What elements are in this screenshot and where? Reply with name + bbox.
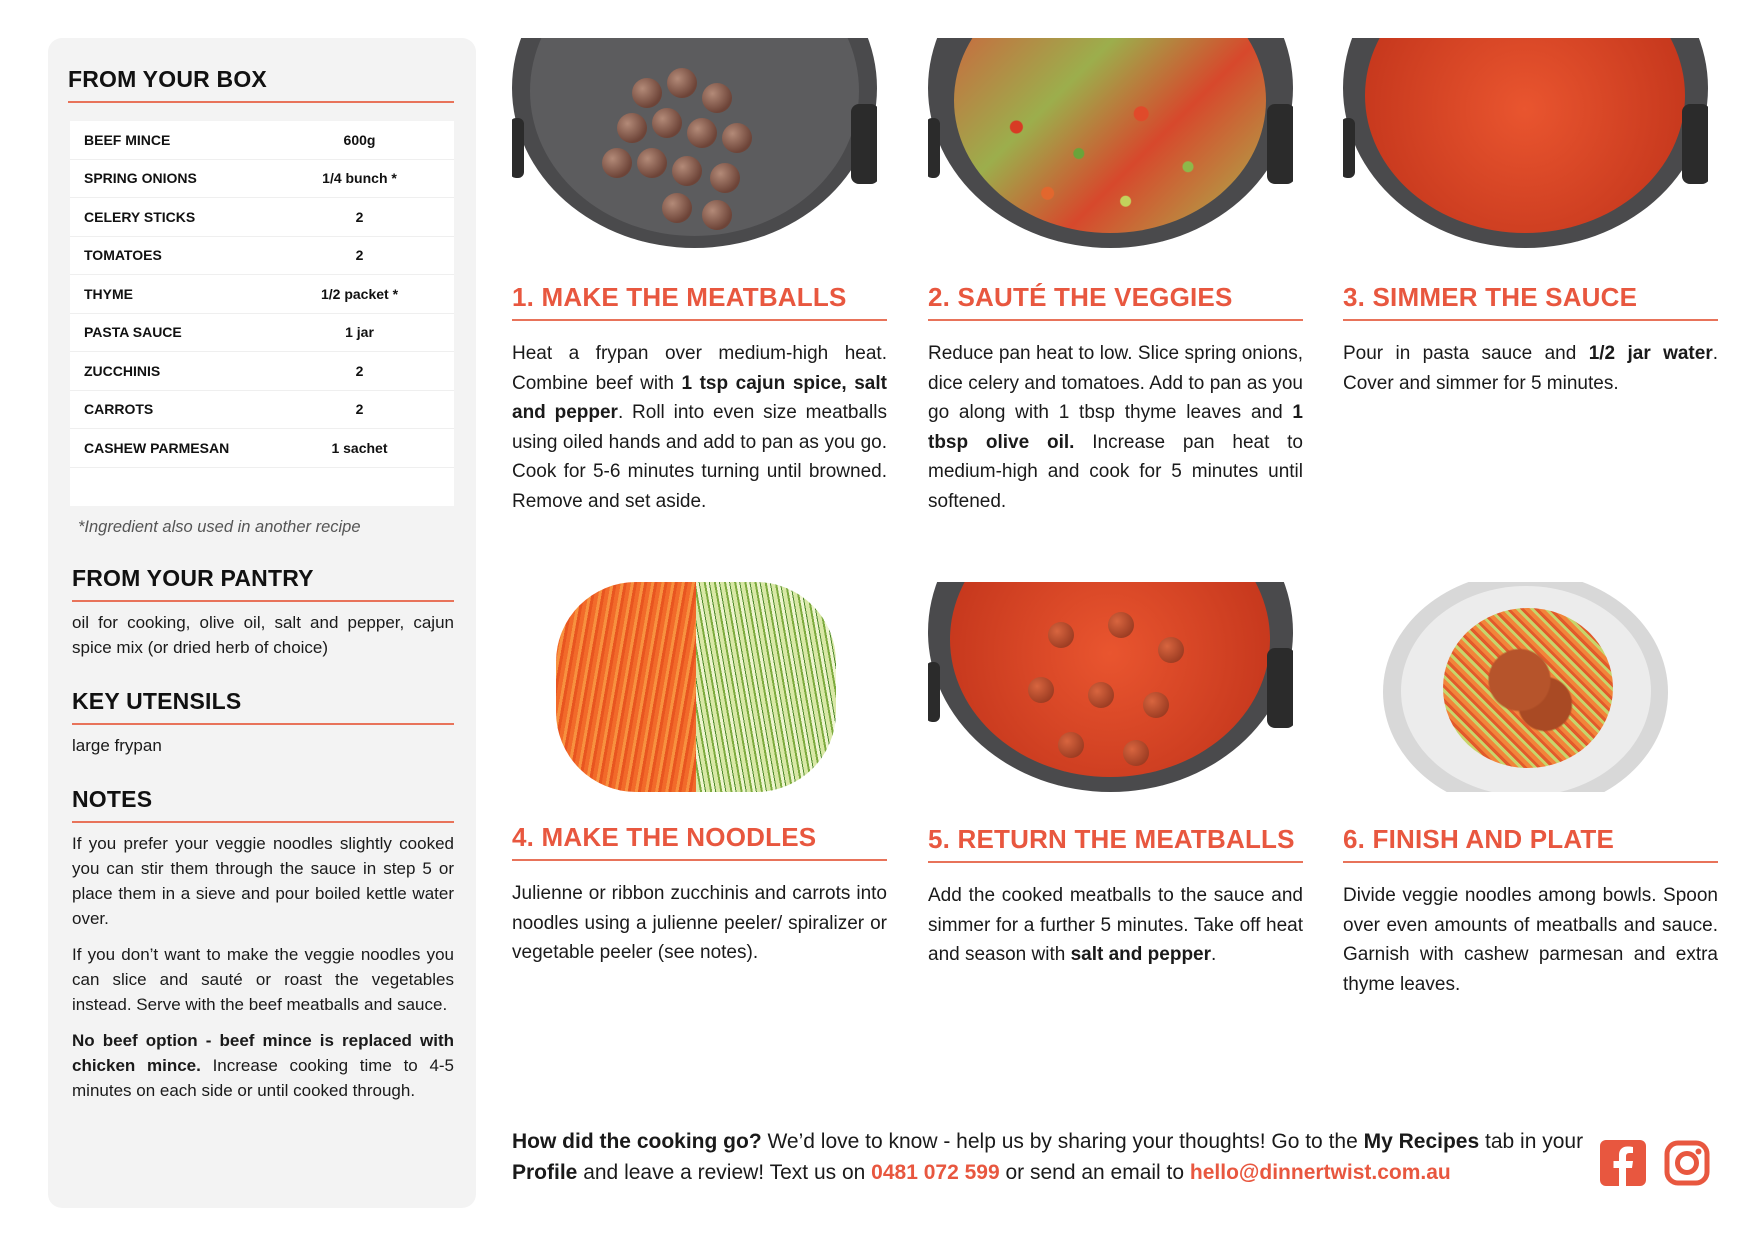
meatball xyxy=(1058,732,1084,758)
facebook-icon[interactable] xyxy=(1600,1140,1646,1186)
ingredient-name: CARROTS xyxy=(84,401,154,418)
pan-handle xyxy=(1267,648,1293,728)
ingredient-qty: 2 xyxy=(355,247,364,264)
notes-section xyxy=(70,786,454,1103)
notes-paragraph-1: If you prefer your veggie noodles slightly cooked you can stir them through the sauce in step 5 or place them in a sieve and pour boiled kettle water over. xyxy=(72,833,454,928)
step-2-photo xyxy=(928,38,1293,248)
step-text-part: Divide veggie noodles among bowls. Spoon over even amounts of meatballs and sauce. Garnish with cashew parmesan and extra thyme leaves. xyxy=(1343,885,1718,995)
footer-question: How did the cooking go? xyxy=(512,1130,762,1153)
meatball xyxy=(637,148,667,178)
step-4-text xyxy=(512,879,887,968)
phone-link[interactable]: 0481 072 599 xyxy=(871,1161,1000,1184)
step-5-text xyxy=(928,881,1303,970)
step-text-part: . xyxy=(1211,944,1217,965)
ingredient-name: ZUCCHINIS xyxy=(84,362,161,379)
step-4-title: 4. MAKE THE NOODLES xyxy=(512,822,887,861)
ingredient-qty: 2 xyxy=(355,362,364,379)
step-5-photo xyxy=(928,582,1293,792)
ingredient-row xyxy=(70,237,454,276)
meatball xyxy=(1088,682,1114,708)
step-2-title: 2. SAUTÉ THE VEGGIES xyxy=(928,282,1303,321)
from-your-box-title: FROM YOUR BOX xyxy=(68,66,454,103)
notes-body xyxy=(72,831,454,1103)
footer-profile: Profile xyxy=(512,1161,578,1184)
meatball xyxy=(1108,612,1134,638)
pan-handle xyxy=(1267,104,1293,184)
utensils-title: KEY UTENSILS xyxy=(72,688,454,725)
step-text-bold: salt and pepper xyxy=(1070,944,1212,965)
notes-paragraph-3 xyxy=(72,1028,454,1103)
meatball xyxy=(667,68,697,98)
ingredient-row xyxy=(70,121,454,160)
meatball xyxy=(602,148,632,178)
ingredient-empty-row xyxy=(70,468,454,506)
step-2-text xyxy=(928,339,1303,516)
pan-handle xyxy=(1682,104,1708,184)
meatball xyxy=(702,83,732,113)
meatball xyxy=(1028,677,1054,703)
pantry-title: FROM YOUR PANTRY xyxy=(72,565,454,602)
pan-handle-left xyxy=(928,118,940,178)
meatball xyxy=(672,156,702,186)
sidebar-panel xyxy=(48,38,476,1208)
step-5-title: 5. RETURN THE MEATBALLS xyxy=(928,824,1303,863)
step-2 xyxy=(928,38,1303,516)
ingredient-row xyxy=(70,391,454,430)
ingredient-name: PASTA SAUCE xyxy=(84,324,182,341)
email-link[interactable]: hello@dinnertwist.com.au xyxy=(1189,1161,1451,1184)
ingredient-row xyxy=(70,198,454,237)
step-1-photo xyxy=(512,38,877,248)
ingredient-qty: 1/4 bunch * xyxy=(322,170,397,187)
step-text-bold: 1/2 jar water xyxy=(1588,343,1713,364)
meatball xyxy=(1048,622,1074,648)
footer-my-recipes: My Recipes xyxy=(1363,1130,1480,1153)
utensils-text: large frypan xyxy=(72,735,162,755)
feedback-footer xyxy=(512,1126,1592,1188)
instagram-icon[interactable] xyxy=(1664,1140,1710,1186)
step-6-title: 6. FINISH AND PLATE xyxy=(1343,824,1718,863)
step-text-bold: 1 tsp cajun spice, salt and pepper xyxy=(512,372,887,423)
ingredient-name: THYME xyxy=(84,285,133,302)
step-text-part: . Cover and simmer for 5 minutes. xyxy=(1343,343,1719,394)
footer-text: We’d love to know - help us by sharing your thoughts! Go to the xyxy=(761,1130,1364,1153)
pan-handle-left xyxy=(512,118,524,178)
pan-handle-left xyxy=(1343,118,1355,178)
step-text-bold: 1 tbsp olive oil. xyxy=(928,402,1303,453)
ingredient-qty: 1 sachet xyxy=(331,439,388,456)
ingredient-row xyxy=(70,352,454,391)
ingredient-name: BEEF MINCE xyxy=(84,131,171,148)
ingredients-table xyxy=(70,121,454,506)
ingredient-qty: 600g xyxy=(343,131,376,148)
pantry-text: oil for cooking, olive oil, salt and pepper, cajun spice mix (or dried herb of choice) xyxy=(72,612,454,657)
step-text-part: Heat a frypan over medium-high heat. Combine beef with xyxy=(512,343,887,394)
step-5 xyxy=(928,582,1303,970)
step-1-text xyxy=(512,339,887,516)
notes-paragraph-2: If you don’t want to make the veggie noodles you can slice and sauté or roast the vegetables instead. Serve with the beef meatballs and sauce. xyxy=(72,944,454,1014)
step-1 xyxy=(512,38,887,516)
meatball xyxy=(702,200,732,230)
step-3-title: 3. SIMMER THE SAUCE xyxy=(1343,282,1718,321)
step-3 xyxy=(1343,38,1718,398)
pan-handle-left xyxy=(928,662,940,722)
ingredient-qty: 2 xyxy=(355,401,364,418)
footer-text: or send an email to xyxy=(999,1161,1190,1184)
meatball xyxy=(1158,637,1184,663)
ingredient-name: CASHEW PARMESAN xyxy=(84,439,230,456)
step-4-photo xyxy=(512,582,877,792)
step-text-part: Reduce pan heat to low. Slice spring onions, dice celery and tomatoes. Add to pan as you go along with 1 tbsp thyme leaves and xyxy=(928,343,1303,423)
ingredient-footnote: *Ingredient also used in another recipe xyxy=(78,517,361,536)
step-1-title: 1. MAKE THE MEATBALLS xyxy=(512,282,887,321)
pantry-section xyxy=(70,565,454,660)
step-6-text xyxy=(1343,881,1718,999)
plated-meatballs xyxy=(1443,608,1613,768)
step-3-text xyxy=(1343,339,1718,398)
step-text-part: . Roll into even size meatballs using oiled hands and add to pan as you go. Cook for 5-6 minutes turning until browned. Remove and set aside. xyxy=(512,402,888,512)
meatball xyxy=(1143,692,1169,718)
ingredient-row xyxy=(70,314,454,353)
pan-handle xyxy=(851,104,877,184)
ingredient-qty: 2 xyxy=(355,208,364,225)
step-text-part: Increase pan heat to medium-high and cook for 5 minutes until softened. xyxy=(928,431,1304,512)
meatball xyxy=(1123,740,1149,766)
meatball xyxy=(652,108,682,138)
ingredient-row xyxy=(70,160,454,199)
notes-title: NOTES xyxy=(72,786,454,823)
footer-text: and leave a review! Text us on xyxy=(577,1161,872,1184)
ingredient-row xyxy=(70,275,454,314)
meatball xyxy=(710,163,740,193)
step-text-part: Add the cooked meatballs to the sauce and simmer for a further 5 minutes. Take off heat and season with xyxy=(928,885,1303,965)
meatball xyxy=(632,78,662,108)
ingredient-qty: 1/2 packet * xyxy=(320,285,399,302)
ingredient-name: CELERY STICKS xyxy=(84,208,196,225)
step-6-photo xyxy=(1343,582,1708,792)
meatball xyxy=(687,118,717,148)
step-text-part: Julienne or ribbon zucchinis and carrots into noodles using a julienne peeler/ spiralizer or vegetable peeler (see notes). xyxy=(512,883,887,963)
meatball xyxy=(722,123,752,153)
meatball xyxy=(662,193,692,223)
meatball xyxy=(617,113,647,143)
step-4 xyxy=(512,582,887,968)
notes-no-beef-bold: No beef option - beef mince is replaced with chicken mince. xyxy=(72,1030,454,1075)
ingredient-name: SPRING ONIONS xyxy=(84,170,197,187)
notes-no-beef-text: Increase cooking time to 4-5 minutes on each side or until cooked through. xyxy=(72,1055,455,1100)
step-text-part: Pour in pasta sauce and xyxy=(1343,343,1589,364)
utensils-section xyxy=(70,688,454,758)
carrot-noodles xyxy=(556,582,696,792)
zucchini-noodles xyxy=(696,582,836,792)
ingredient-qty: 1 jar xyxy=(345,324,374,341)
step-3-photo xyxy=(1343,38,1708,248)
step-6 xyxy=(1343,582,1718,999)
ingredient-name: TOMATOES xyxy=(84,247,162,264)
footer-text: tab in your xyxy=(1479,1130,1584,1153)
ingredient-row xyxy=(70,429,454,468)
